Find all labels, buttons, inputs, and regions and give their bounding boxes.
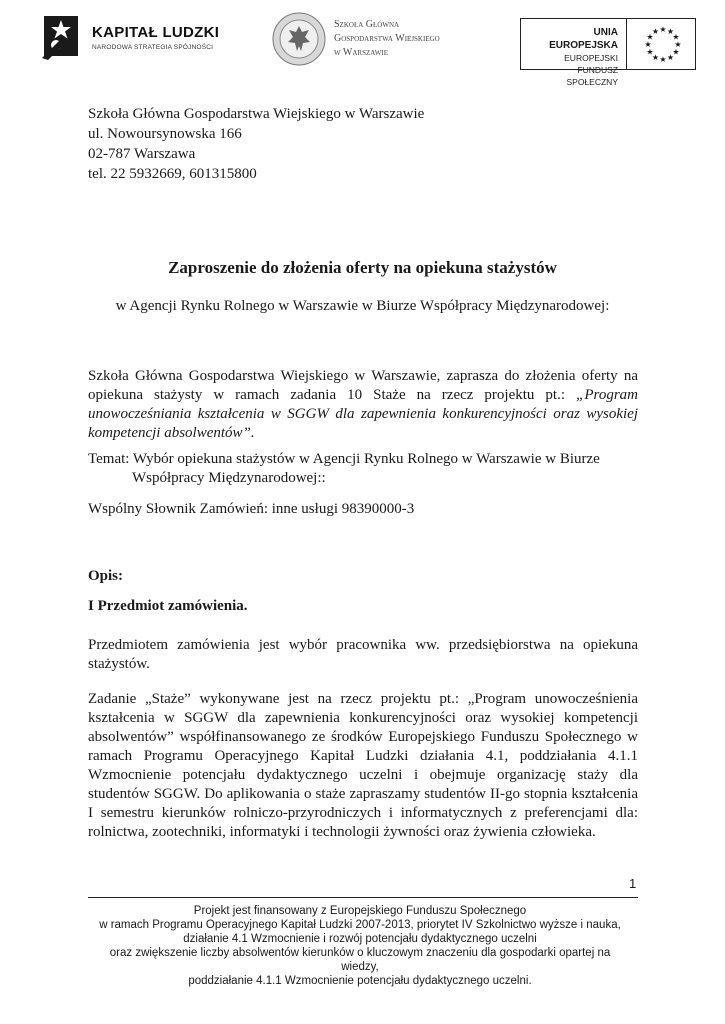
address-line-2: ul. Nowoursynowska 166 bbox=[88, 126, 242, 142]
footer-line-6: poddziałanie 4.1.1 Wzmocnienie potencjału dydaktycznego uczelni. bbox=[188, 975, 532, 987]
eu-star: ★ bbox=[651, 53, 660, 62]
document-subtitle: w Agencji Rynku Rolnego w Warszawie w Biurze Współpracy Międzynarodowej: bbox=[115, 298, 610, 314]
footer-line-3: działanie 4.1 Wzmocnienie i rozwój potencjału dydaktycznego uczelni bbox=[183, 933, 537, 945]
sggw-seal-icon bbox=[272, 12, 326, 66]
topic-line-1: Temat: Wybór opiekuna stażystów w Agencji Rynku Rolnego w Warszawie w Biurze bbox=[88, 451, 600, 467]
address-line-4: tel. 22 5932669, 601315800 bbox=[88, 166, 257, 182]
eu-star: ★ bbox=[666, 27, 675, 36]
eu-star: ★ bbox=[672, 32, 680, 42]
sggw-name-line3: w Warszawie bbox=[334, 47, 388, 58]
invitation-text: Szkoła Główna Gospodarstwa Wiejskiego w Warszawie, zaprasza do złożenia oferty na opiekuna stażysty w ramach zadania 10 Staże na rzecz projektu pt.: bbox=[88, 368, 638, 403]
eu-star: ★ bbox=[674, 40, 682, 49]
eu-star: ★ bbox=[646, 32, 654, 42]
footer-line-5: wiedzy, bbox=[341, 961, 379, 973]
eu-star: ★ bbox=[651, 27, 660, 36]
eu-flag-icon bbox=[636, 22, 690, 66]
opis-heading: Opis: bbox=[88, 568, 124, 584]
kapital-ludzki-subtitle: NARODOWA STRATEGIA SPÓJNOŚCI bbox=[92, 44, 214, 51]
eu-star: ★ bbox=[644, 40, 652, 49]
eu-line2: EUROPEJSKI bbox=[564, 53, 618, 63]
sggw-name-line2: Gospodarstwa Wiejskiego bbox=[334, 33, 440, 44]
topic-line-2: Współpracy Międzynarodowej:: bbox=[132, 470, 326, 486]
section-heading: I Przedmiot zamówienia. bbox=[88, 598, 248, 614]
eu-title: UNIA EUROPEJSKA bbox=[549, 27, 618, 51]
task-paragraph: Zadanie „Staże” wykonywane jest na rzecz projektu pt.: „Program unowocześnienia kształcenia w SGGW dla zapewnienia konkurencyjności oraz wysokiej kompetencji absolwentów” współfinansowanego ze środków Europejskiego Funduszu Społecznego w ramach Programu Operacyjnego Kapitał Ludzki działania 4.1, poddziałania 4.1.1 Wzmocnienie potencjału dydaktycznego uczelni i obejmuje organizację staży dla studentów SGGW. Do aplikowania o staże zapraszamy studentów II-go stopnia kształcenia I semestru kierunków rolniczo-przyrodniczych i informatycznych z preferencjami dla: rolnictwa, zootechniki, informatyki i technologii żywności oraz żywienia człowieka. bbox=[88, 691, 638, 840]
footer-line-1: Projekt jest finansowany z Europejskiego Funduszu Społecznego bbox=[193, 905, 527, 917]
address-line-3: 02-787 Warszawa bbox=[88, 146, 196, 162]
address-line-1: Szkoła Główna Gospodarstwa Wiejskiego w Warszawie bbox=[88, 106, 425, 122]
footer-line-2: w ramach Programu Operacyjnego Kapitał Ludzki 2007-2013, priorytet IV Szkolnictwo wyższe i nauka, bbox=[99, 919, 621, 931]
footer-text bbox=[60, 904, 660, 988]
kapital-ludzki-logo-icon bbox=[40, 14, 86, 60]
eu-text-block bbox=[526, 26, 618, 88]
sggw-name-line1: Szkoła Główna bbox=[334, 19, 400, 30]
eu-divider bbox=[626, 18, 627, 70]
kapital-ludzki-title: KAPITAŁ LUDZKI bbox=[92, 24, 220, 41]
invitation-paragraph bbox=[88, 367, 638, 443]
eu-star: ★ bbox=[659, 55, 667, 64]
page-number: 1 bbox=[629, 876, 637, 891]
eu-star: ★ bbox=[672, 47, 680, 57]
eu-line3: FUNDUSZ SPOŁECZNY bbox=[566, 65, 618, 87]
footer-divider bbox=[88, 897, 638, 898]
eu-star: ★ bbox=[646, 47, 654, 57]
subject-paragraph: Przedmiotem zamówienia jest wybór pracownika ww. przedsiębiorstwa na opiekuna stażystów. bbox=[88, 637, 638, 672]
vocabulary-code: Wspólny Słownik Zamówień: inne usługi 98390000-3 bbox=[88, 501, 415, 517]
topic-paragraph bbox=[88, 450, 638, 488]
document-title: Zaproszenie do złożenia oferty na opiekuna stażystów bbox=[168, 258, 557, 277]
project-title: „Program unowocześniania kształcenia w SGGW dla zapewnienia konkurencyjności oraz wysokiej kompetencji absolwentów”. bbox=[88, 387, 638, 441]
footer-line-4: oraz zwiększenie liczby absolwentów kierunków o kluczowym znaczeniu dla gospodarki opartej na bbox=[109, 947, 611, 959]
eu-star: ★ bbox=[659, 25, 667, 34]
eu-star: ★ bbox=[666, 53, 675, 62]
